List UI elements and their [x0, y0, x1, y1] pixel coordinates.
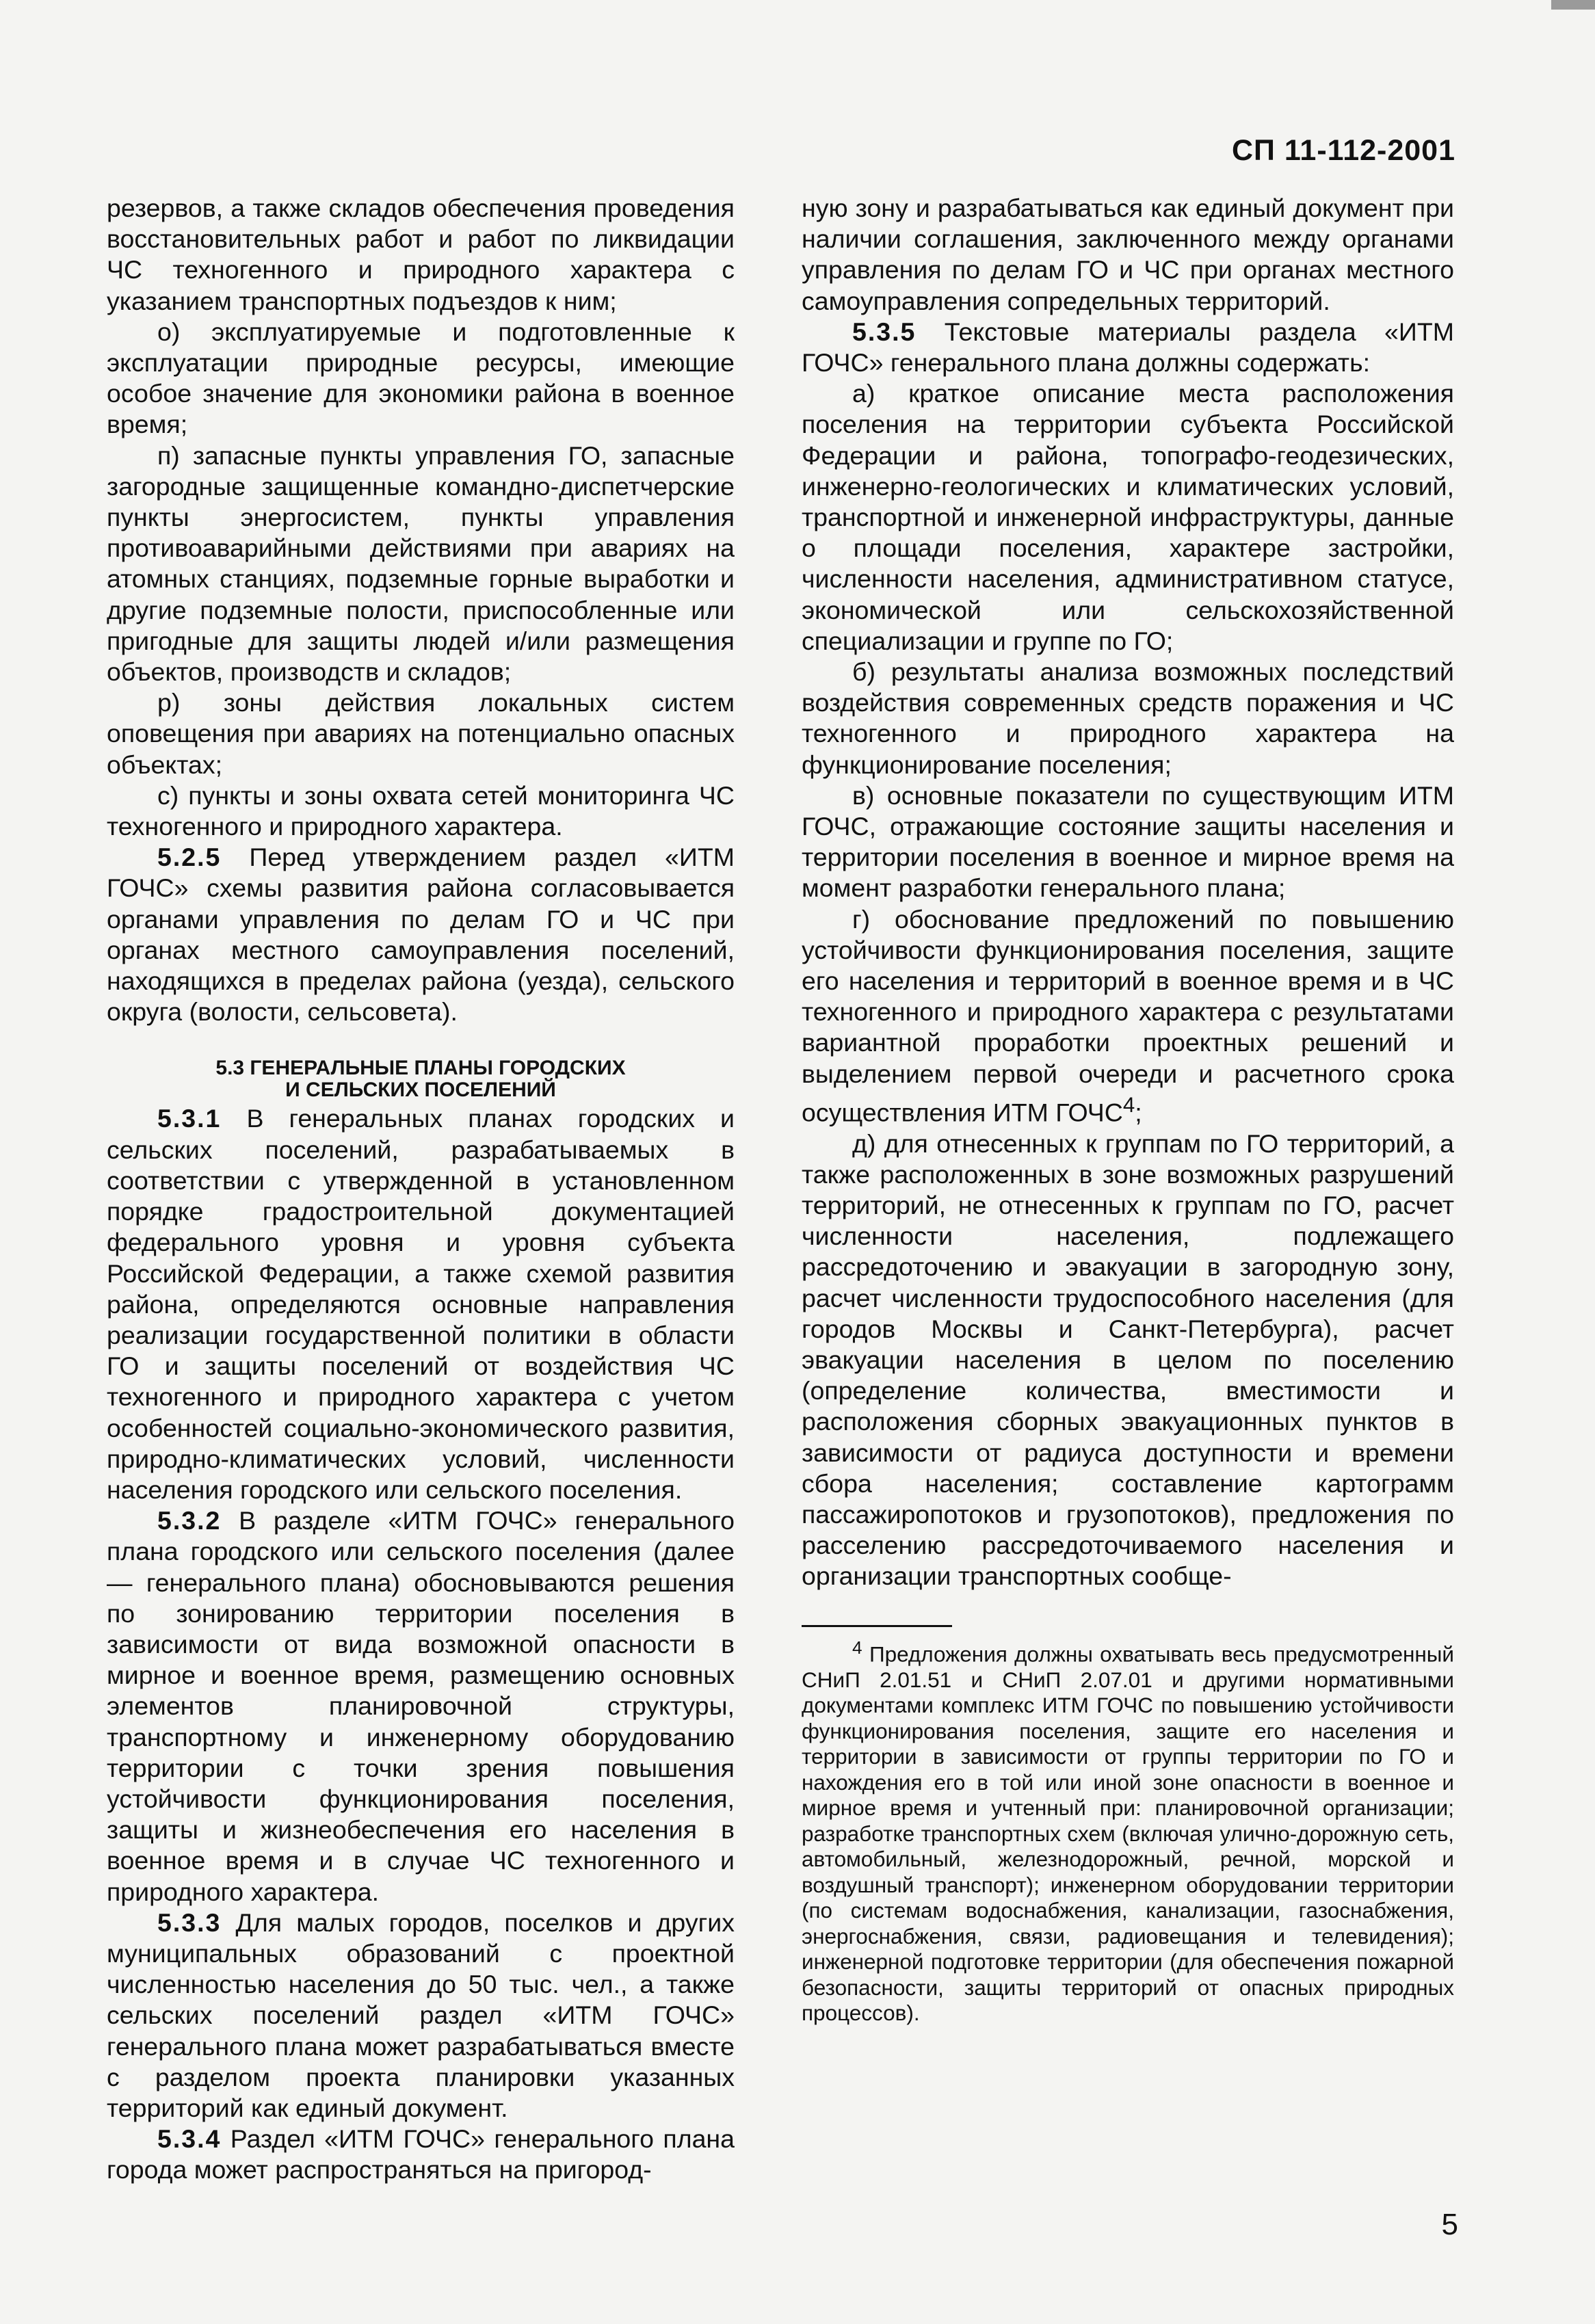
clause-text: В генеральных планах городских и сельских поселений, разрабатываемых в соответствии с утвержденной в установленном порядке градостроительной документацией федерального уровня и уровня субъекта Российской Федерации, а также схемой развития района, определяются основные направления реализации государственной политики в области ГО и защиты поселений от воздействия ЧС техногенного и природного характера с учетом особенностей социально-экономического развития, природно-климатических условий, численности населения городского или сельского поселения.	[107, 1104, 735, 1504]
paragraph-reserves: резервов, а также складов обеспечения проведения восстановительных работ и работ по ликвидации ЧС техногенного и природного характера с указанием транспортных подъездов к ним;	[107, 194, 735, 315]
list-item-d: д) для отнесенных к группам по ГО территорий, а также расположенных в зоне возможных разрушений территорий, не отнесенных к группам по ГО, расчет численности населения, подлежащего рассредоточению и эвакуации в загородную зону, расчет численности трудоспособного населения (для городов Москвы и Санкт-Петербурга), расчет эвакуации населения в целом по поселению (определение количества, вместимости и расположения сборных эвакуационных пунктов в зависимости от радиуса доступности и времени сбора населения; составление картограмм пассажиропотоков и грузопотоков), предложения по расселению рассредоточиваемого населения и организации транспортных сообще-	[802, 1128, 1454, 1591]
clause-text: В разделе «ИТМ ГОЧС» генерального плана городского или сельского поселения (далее — генерального плана) обосновываются решения по зонированию территории поселения в зависимости от вида возможной опасности в мирное и военное время, размещению основных элементов планировочной структуры, транспортному и инженерному оборудованию территории с точки зрения повышения устойчивости функционирования поселения, защиты и жизнеобеспечения его населения в военное время и в случае ЧС техногенного и природного характера.	[107, 1506, 735, 1906]
clause-text: Перед утверждением раздел «ИТМ ГОЧС» схемы развития района согласовывается органами управления по делам ГО и ЧС при органах местного самоуправления поселений, находящихся в пределах района (уезда), сельского округа (волости, сельсовета).	[107, 843, 735, 1027]
document-code: СП 11-112-2001	[1231, 134, 1455, 167]
page-number: 5	[1441, 2208, 1458, 2241]
right-column	[802, 193, 1454, 2026]
scan-edge-mark	[1551, 0, 1595, 10]
clause-5-2-5	[107, 842, 735, 1027]
footnote	[802, 1635, 1454, 2026]
list-item-v: в) основные показатели по существующим ИТМ ГОЧС, отражающие состояние защиты населения и территории поселения в военное и мирное время на момент разработки генерального плана;	[802, 780, 1454, 903]
list-item-punct: ;	[1135, 1098, 1142, 1127]
section-title	[107, 1057, 735, 1101]
list-item-text: г) обоснование предложений по повышению устойчивости функционирования поселения, защите его населения и территорий в военное время и в ЧС техногенного и природного характера с результатами вариантной проработки проектных решений и выделением первой очереди и расчетного срока осуществления ИТМ ГОЧС	[802, 904, 1454, 1127]
list-item-p: п) запасные пункты управления ГО, запасные загородные защищенные командно-диспетчерские пункты энергосистем, пункты управления противоаварийными действиями при авариях на атомных станциях, подземные горные выработки и другие подземные полости, приспособленные или пригодные для защиты людей и/или размещения объектов, производств и складов;	[107, 440, 735, 687]
clause-number: 5.3.1	[157, 1104, 222, 1133]
left-column	[107, 193, 735, 2186]
list-item-o: о) эксплуатируемые и подготовленные к эксплуатации природные ресурсы, имеющие особое значение для экономики района в военное время;	[107, 317, 735, 439]
clause-5-3-3	[107, 1907, 735, 2124]
clause-5-3-2	[107, 1505, 735, 1907]
footnote-text: Предложения должны охватывать весь предусмотренный СНиП 2.01.51 и СНиП 2.07.01 и другими нормативными документами комплекс ИТМ ГОЧС по повышению устойчивости функционирования поселения, защите его населения и территории в зависимости от группы территории по ГО и нахождения его в той или иной зоне опасности в военное и мирное время и учтенный при: планировочной организации; разработке транспортных схем (включая улично-дорожную сеть, автомобильный, железнодорожный, речной, морской и воздушный транспорт); инженерном оборудовании территории (по системам водоснабжения, канализации, газоснабжения, энергоснабжения, связи, радиовещания и телевидения); инженерной подготовке территории (для обеспечения пожарной безопасности, защиты территорий от опасных природных процессов).	[802, 1641, 1454, 2026]
paragraph-continuation: ную зону и разрабатываться как единый документ при наличии соглашения, заключенного между органами управления по делам ГО и ЧС при органах местного самоуправления сопредельных территорий.	[802, 194, 1454, 315]
clause-number: 5.3.3	[157, 1907, 222, 1937]
list-item-s: с) пункты и зоны охвата сетей мониторинга ЧС техногенного и природного характера.	[107, 780, 735, 841]
clause-text: Для малых городов, поселков и других муниципальных образований с проектной численностью населения до 50 тыс. чел., а также сельских поселений раздел «ИТМ ГОЧС» генерального плана может разрабатываться вместе с разделом проекта планировки указанных территорий как единый документ.	[107, 1907, 735, 2122]
footnote-number: 4	[852, 1637, 862, 1658]
footnote-reference: 4	[1122, 1092, 1135, 1117]
footnote-divider	[802, 1625, 952, 1627]
clause-number: 5.3.5	[852, 317, 917, 346]
clause-number: 5.3.2	[157, 1506, 222, 1535]
clause-5-3-1	[107, 1103, 735, 1505]
clause-5-3-5	[802, 317, 1454, 378]
section-title-line-1: 5.3 ГЕНЕРАЛЬНЫЕ ПЛАНЫ ГОРОДСКИХ	[215, 1057, 626, 1080]
list-item-b: б) результаты анализа возможных последствий воздействия современных средств поражения и ЧС техногенного и природного характера на функционирование поселения;	[802, 657, 1454, 779]
clause-text: Текстовые материалы раздела «ИТМ ГОЧС» генерального плана должны содержать:	[802, 317, 1455, 378]
list-item-r: р) зоны действия локальных систем оповещения при авариях на потенциально опасных объектах;	[107, 688, 735, 779]
list-item-a: а) краткое описание места расположения поселения на территории субъекта Российской Федерации и района, топографо-геодезических, инженерно-геологических и климатических условий, транспортной и инженерной инфраструктуры, данные о площади поселения, характере застройки, численности населения, административном статусе, экономической или сельскохозяйственной специализации и группе по ГО;	[802, 379, 1454, 655]
clause-5-3-4	[107, 2124, 735, 2185]
clause-number: 5.2.5	[157, 843, 222, 872]
section-title-line-2: И СЕЛЬСКИХ ПОСЕЛЕНИЙ	[285, 1079, 556, 1102]
list-item-g	[802, 904, 1454, 1128]
clause-number: 5.3.4	[157, 2124, 222, 2154]
clause-text: Раздел «ИТМ ГОЧС» генерального плана города может распространяться на пригород-	[107, 2124, 735, 2184]
